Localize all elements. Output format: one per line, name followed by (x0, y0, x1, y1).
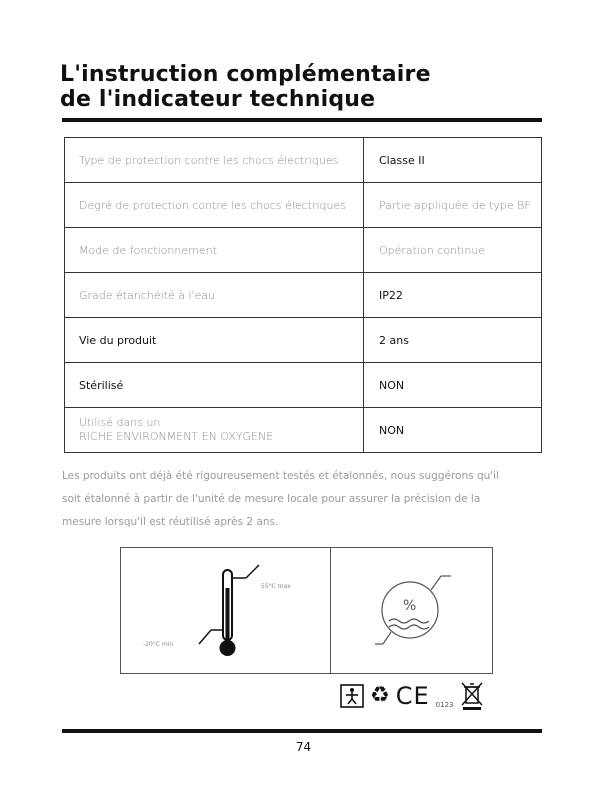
title-block (60, 62, 431, 112)
spec-label (65, 408, 364, 453)
spec-label: Degré de protection contre les chocs électriques (65, 183, 364, 228)
spec-label: Stérilisé (65, 363, 364, 408)
temperature-limit-icon (121, 548, 329, 672)
spec-value: 2 ans (364, 318, 542, 363)
table-row (65, 318, 542, 363)
table-row (65, 138, 542, 183)
recycle-icon: ♻ (370, 683, 390, 708)
table-row (65, 408, 542, 453)
spec-label: Type de protection contre les chocs électriques (65, 138, 364, 183)
table-row (65, 273, 542, 318)
spec-label: Vie du produit (65, 318, 364, 363)
certification-icons (340, 678, 485, 714)
humidity-limit-icon (331, 548, 491, 672)
spec-value: Opération continue (364, 228, 542, 273)
note-line-1: Les produits ont déjà été rigoureusement testés et étalonnés, nous suggérons qu'il (62, 470, 499, 482)
note-line-3: mesure lorsqu'il est réutilisé après 2 ans. (62, 516, 279, 528)
humidity-percent: % (403, 598, 417, 614)
spec-label: Mode de fonctionnement (65, 228, 364, 273)
title-rule (62, 118, 542, 122)
note-line-2: soit étalonné à partir de l'unité de mesure locale pour assurer la précision de la (62, 493, 481, 505)
table-row (65, 228, 542, 273)
title-line-2: de l'indicateur technique (60, 87, 376, 112)
table-row (65, 183, 542, 228)
spec-label: Grade étanchéité à l'eau (65, 273, 364, 318)
spec-label-line-2: RICHE ENVIRONMENT EN OXYGENE (79, 430, 274, 443)
footer-rule (62, 729, 542, 733)
spec-label-line-1: Utilisé dans un (79, 416, 161, 429)
ce-notified-body-number: 0123 (435, 701, 454, 709)
type-bf-applied-part-icon (340, 684, 364, 708)
spec-table (64, 137, 542, 453)
spec-value: NON (364, 363, 542, 408)
temp-min-label: -20°C min (143, 641, 174, 648)
ce-mark-icon: CE (395, 682, 430, 710)
spec-value: NON (364, 408, 542, 453)
spec-value: Classe II (364, 138, 542, 183)
table-row (65, 363, 542, 408)
temp-max-label: 55°C max (261, 583, 291, 590)
spec-value: IP22 (364, 273, 542, 318)
title-line-1: L'instruction complémentaire (60, 62, 431, 87)
spec-value: Partie appliquée de type BF (364, 183, 542, 228)
calibration-note (62, 465, 542, 534)
weee-crossed-bin-icon (459, 681, 485, 711)
page-number: 74 (295, 740, 312, 754)
